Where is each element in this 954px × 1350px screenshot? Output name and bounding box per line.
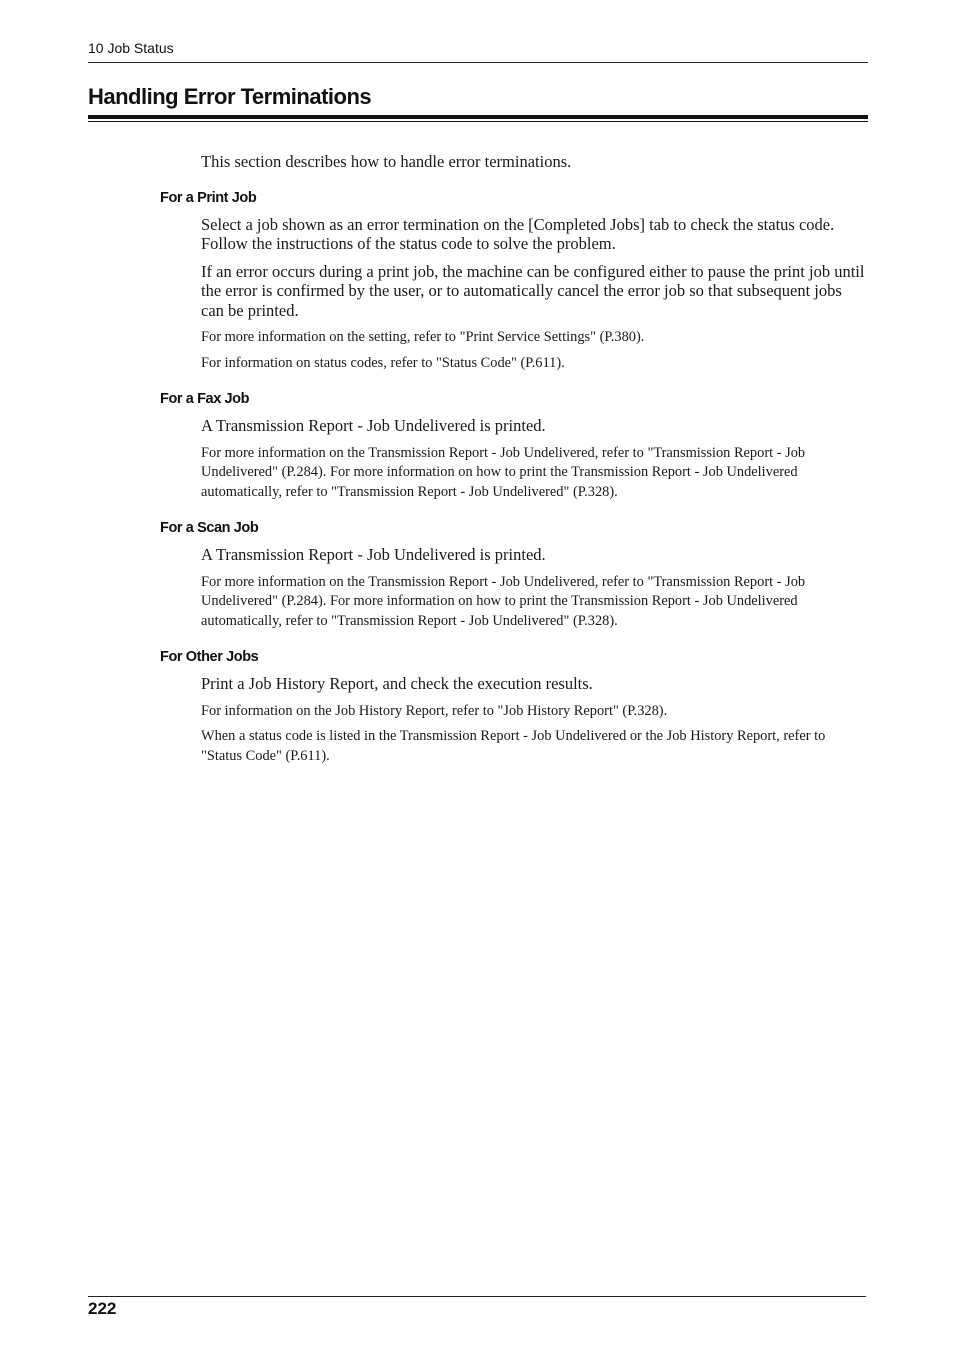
section-heading: For a Fax Job [160, 391, 250, 407]
body-paragraph: If an error occurs during a print job, the machine can be configured either to pause the print job until the error is confirmed by the user, or to automatically cancel the error job so that subsequent jobs can be printed. [201, 261, 865, 320]
section-heading: For a Scan Job [160, 520, 259, 536]
title-rule-thick [88, 115, 868, 119]
section-other-jobs [0, 649, 954, 766]
section-fax-job [0, 391, 954, 502]
reference-note: For more information on the Transmission Report - Job Undelivered, refer to "Transmission Report - Job Undelivered" (P.284). For more information on how to print the Transmission Report - Job Undelivered automatically, refer to "Transmission Report - Job Undelivered" (P.328). [201, 444, 806, 500]
intro-text: This section describes how to handle error terminations. [201, 152, 572, 171]
reference-note: For more information on the setting, refer to "Print Service Settings" (P.380). [201, 329, 645, 345]
running-head: 10 Job Status [88, 40, 174, 56]
reference-note: When a status code is listed in the Transmission Report - Job Undelivered or the Job History Report, refer to "Status Code" (P.611). [201, 728, 826, 764]
header-rule [88, 62, 868, 63]
footer-rule [88, 1296, 866, 1297]
title-rule-thin [88, 121, 868, 122]
section-heading: For a Print Job [160, 189, 257, 206]
page-content [0, 152, 954, 772]
reference-note: For information on status codes, refer to "Status Code" (P.611). [201, 354, 565, 371]
section-scan-job [0, 520, 954, 631]
section-heading: For Other Jobs [160, 649, 259, 665]
body-paragraph: Select a job shown as an error termination on the [Completed Jobs] tab to check the status code. Follow the instructions of the status code to solve the problem. [201, 214, 835, 253]
body-paragraph: A Transmission Report - Job Undelivered is printed. [201, 545, 546, 564]
reference-note: For more information on the Transmission Report - Job Undelivered, refer to "Transmission Report - Job Undelivered" (P.284). For more information on how to print the Transmission Report - Job Undelivered automatically, refer to "Transmission Report - Job Undelivered" (P.328). [201, 573, 806, 629]
page-number: 222 [88, 1299, 117, 1318]
body-paragraph: A Transmission Report - Job Undelivered is printed. [201, 416, 546, 435]
section-print-job [0, 190, 954, 374]
reference-note: For information on the Job History Report, refer to "Job History Report" (P.328). [201, 702, 668, 719]
page-title: Handling Error Terminations [88, 84, 372, 109]
body-paragraph: Print a Job History Report, and check the execution results. [201, 674, 593, 693]
